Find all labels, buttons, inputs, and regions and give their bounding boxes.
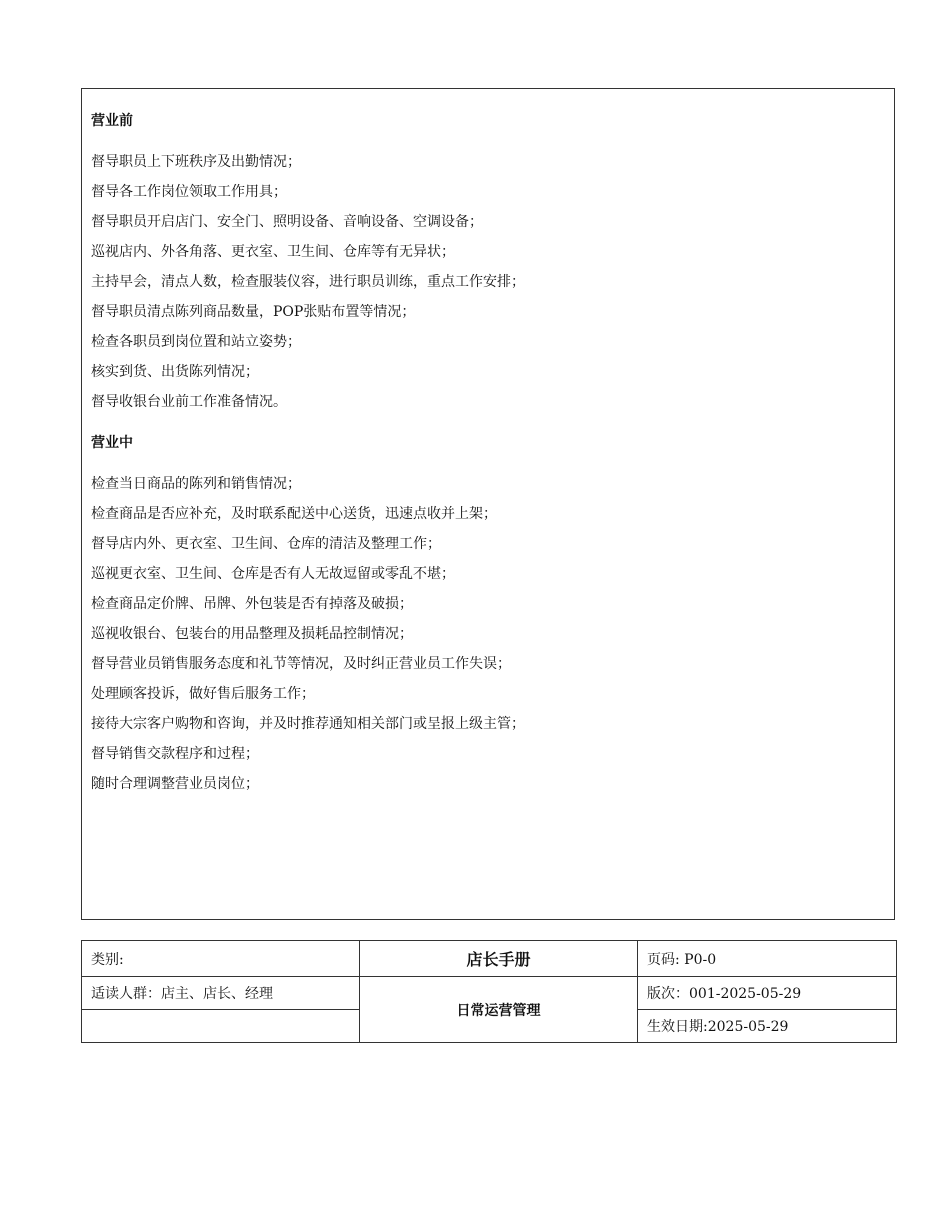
list-item: 督导各工作岗位领取工作用具； (91, 184, 287, 200)
empty-cell (82, 1010, 360, 1043)
list-item: 核实到货、出货陈列情况； (91, 364, 259, 380)
effective-date-label: 生效日期:2025-05-29 (638, 1010, 897, 1043)
section-during-business (91, 433, 885, 799)
category-label: 类别: (82, 941, 360, 977)
document-footer-table (81, 940, 897, 1043)
content-box (81, 88, 895, 920)
section-heading: 营业中 (91, 435, 133, 451)
list-item: 督导销售交款程序和过程； (91, 746, 259, 762)
list-item: 接待大宗客户购物和咨询，并及时推荐通知相关部门或呈报上级主管； (91, 716, 525, 732)
section-before-business (91, 111, 885, 417)
page-code: 页码: P0-0 (638, 941, 897, 977)
list-item: 督导营业员销售服务态度和礼节等情况，及时纠正营业员工作失误； (91, 656, 511, 672)
list-item: 检查当日商品的陈列和销售情况； (91, 476, 301, 492)
list-item: 巡视更衣室、卫生间、仓库是否有人无故逗留或零乱不堪； (91, 566, 455, 582)
list-item: 督导职员上下班秩序及出勤情况； (91, 154, 301, 170)
subject-title: 日常运营管理 (360, 977, 638, 1043)
audience-label: 适读人群：店主、店长、经理 (82, 977, 360, 1010)
version-label: 版次：001-2025-05-29 (638, 977, 897, 1010)
list-item: 督导职员清点陈列商品数量，POP张贴布置等情况； (91, 304, 416, 320)
list-item: 主持早会，清点人数，检查服装仪容，进行职员训练，重点工作安排； (91, 274, 525, 290)
list-item: 随时合理调整营业员岗位； (91, 776, 259, 792)
section-heading: 营业前 (91, 113, 133, 129)
manual-title: 店长手册 (360, 941, 638, 977)
list-item: 督导职员开启店门、安全门、照明设备、音响设备、空调设备； (91, 214, 483, 230)
list-item: 处理顾客投诉，做好售后服务工作； (91, 686, 315, 702)
list-item: 巡视店内、外各角落、更衣室、卫生间、仓库等有无异状； (91, 244, 455, 260)
list-item: 检查各职员到岗位置和站立姿势； (91, 334, 301, 350)
list-item: 检查商品定价牌、吊牌、外包装是否有掉落及破损； (91, 596, 413, 612)
list-item: 督导收银台业前工作准备情况。 (91, 394, 287, 410)
list-item: 巡视收银台、包装台的用品整理及损耗品控制情况； (91, 626, 413, 642)
list-item: 检查商品是否应补充，及时联系配送中心送货，迅速点收并上架； (91, 506, 497, 522)
list-item: 督导店内外、更衣室、卫生间、仓库的清洁及整理工作； (91, 536, 441, 552)
